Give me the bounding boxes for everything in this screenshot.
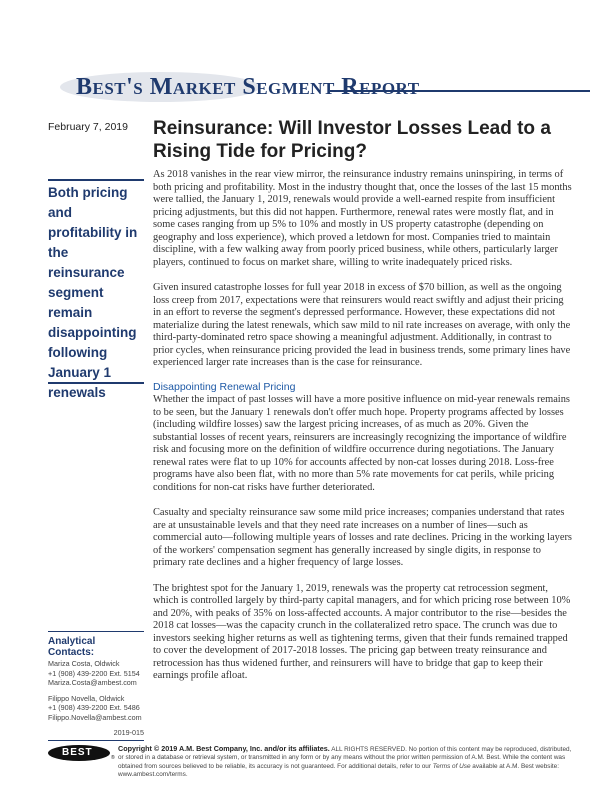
footer-end: .	[185, 771, 188, 779]
am-best-logo	[48, 745, 115, 761]
article-body	[153, 169, 573, 696]
body-paragraph: Casualty and specialty reinsurance saw some mild price increases; companies understand that rates are at unsustainable levels and that they need rate increases on a number of lines—such as commercial auto—following multiple years of losses and rate declines. Pricing in the working layers of the workers' compensation segment has generally increased by single digits, in response to primary rate declines and a higher frequency of large losses.	[153, 507, 572, 568]
report-header	[0, 68, 612, 108]
contact-phone: +1 (908) 439-2200 Ext. 5486	[48, 703, 140, 712]
publication-date: February 7, 2019	[48, 121, 128, 133]
article-title: Reinsurance: Will Investor Losses Lead to a Rising Tide for Pricing?	[153, 118, 551, 162]
pull-quote-text: Both pricing and profitability in the reinsurance segment remain disappointing following January 1 renewals	[48, 185, 138, 400]
contact-card	[48, 694, 144, 723]
report-number: 2019-015	[48, 728, 144, 741]
rights-text: ALL RIGHTS RESERVED. No portion of this content may be reproduced, distributed, or stored in a database or retrieval system, or transmitted in any form or by any means without the prior written permission of A.M. Best. While the content was obtained from sources believed to be reliable, its accuracy is not guaranteed. For additional details, refer to our	[118, 746, 572, 770]
body-paragraph: Given insured catastrophe losses for full year 2018 in excess of $70 billion, as well as the ongoing loss creep from 2017, expectations were that reinsurers would react swiftly and adjust their pricing in an effort to reverse the segment's depressed performance. However, these expectations did not materialize during the latest renewals, which saw mild to nil rate increases on average, with only the third-party-dominated retro space showing a meaningful adjustment. Additionally, in contrast to prior cycles, when reinsurance pricing provided the lead in business trends, some primary lines have experienced larger rate increases than is the case for reinsurance.	[153, 282, 571, 368]
contact-email[interactable]: Filippo.Novella@ambest.com	[48, 712, 142, 722]
body-paragraph: The brightest spot for the January 1, 2019, renewals was the property cat retrocession segment, which is controlled largely by third-party capital managers, and for which pricing rose between 10% and 20%, with peaks of 35% on loss-affected accounts. A major contributor to the rise—besides the 2018 cat losses—was the capacity crunch in the collateralized retro space. The crunch was due to investors seeking higher returns as well as tightening terms, given that their funds remained trapped to cover the development of 2017-2018 losses. The pricing gap between treaty reinsurance and retrocession has thus widened further, and reinsurers will have to bridge that gap to keep their earnings profile afloat.	[153, 582, 571, 681]
contact-email[interactable]: Mariza.Costa@ambest.com	[48, 678, 137, 687]
contacts-heading: Analytical Contacts:	[48, 636, 96, 658]
contact-name: Filippo Novella, Oldwick	[48, 693, 125, 703]
analytical-contacts	[48, 631, 144, 741]
section-heading: Disappointing Renewal Pricing	[153, 380, 296, 393]
report-series-title: Best's Market Segment Report	[76, 74, 420, 100]
contact-phone: +1 (908) 439-2200 Ext. 5154	[48, 668, 140, 678]
terms-url-link[interactable]: www.ambest.com/terms	[118, 771, 186, 779]
terms-suffix: available at A.M. Best website:	[470, 762, 559, 770]
logo-text: BEST	[62, 747, 93, 758]
contact-name: Mariza Costa, Oldwick	[48, 659, 120, 668]
contact-card	[48, 659, 144, 688]
copyright-notice	[118, 745, 578, 780]
body-paragraph: As 2018 vanishes in the rear view mirror, the reinsurance industry remains uninspiring, in terms of both pricing and profitability. Most in the industry thought that, once the losses of the last 15 months were tallied, the January 1, 2019, renewals would provide a well-earned respite from insufficient pricing adjustments, but this did not happen. Furthermore, renewal rates were mostly flat, and in some cases ranging from up 5% to 10% and mostly in US property catastrophe (depending on geography and loss experience), which proved a letdown for most. Companies tried to maintain discipline, with a few walking away from poorly priced business, while others, particularly larger players, continued to focus on market share, willing to write inadequately priced risks.	[153, 169, 572, 268]
pull-quote	[48, 179, 144, 400]
body-paragraph: Whether the impact of past losses will have a more positive influence on mid-year renewals remains to be seen, but the January 1 renewals don't offer much hope. Property programs affected by losses (including wildfire losses) saw the largest pricing increases, of as much as 20%. Given the substantial losses of recent years, reinsurers are increasingly recognizing the importance of wildfire risk and focusing more on the definition of wildfire occurrence during negotiations. The January renewal rates were flat to up 10% for accounts affected by non-cat losses during 2018. Loss-free programs have also been flat, with no more than 5% rate movements for cat perils, while pricing conditions for non-cat risks have further deteriorated.	[153, 394, 570, 493]
registered-mark: ®	[111, 755, 115, 761]
terms-of-use-link[interactable]: Terms of Use	[432, 762, 471, 770]
copyright-line: Copyright © 2019 A.M. Best Company, Inc. and/or its affiliates.	[118, 744, 330, 753]
